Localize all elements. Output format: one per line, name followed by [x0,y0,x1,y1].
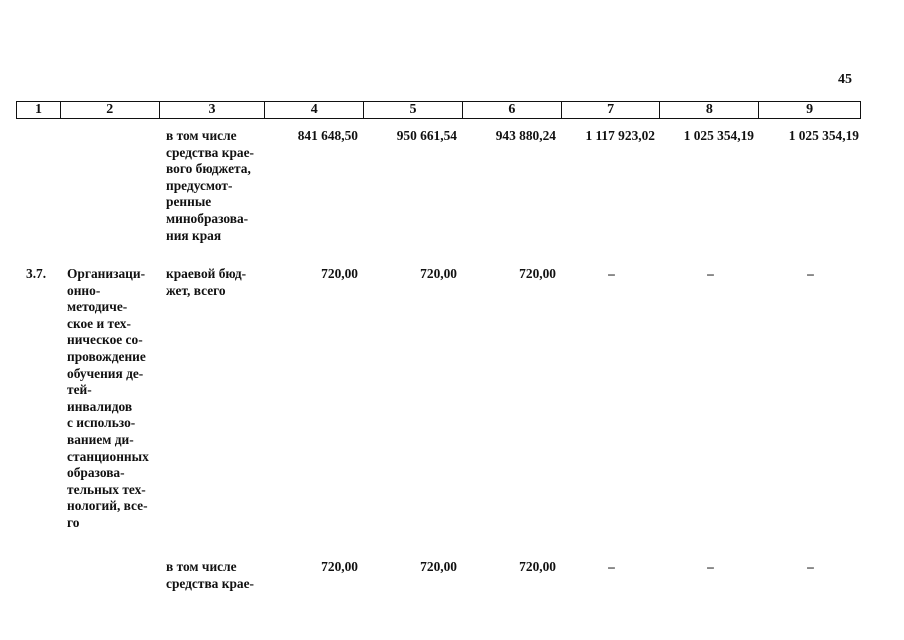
header-col-4: 4 [265,102,364,118]
source-line: в том числе [166,128,237,143]
header-col-5: 5 [364,102,463,118]
name-line: нологий, все- [67,498,148,514]
value-col-5: 720,00 [420,559,457,574]
source-line: предусмот- [166,177,233,193]
header-col-7: 7 [562,102,661,118]
name-line: ское и тех- [67,315,131,331]
source-line: краевой бюд- [166,266,247,281]
value-col-7: – [608,266,615,281]
row-name-cell [60,266,159,532]
source-line: вого бюджета, [166,161,251,177]
value-col-6: 720,00 [519,559,556,574]
header-col-1: 1 [17,102,61,118]
value-col-5: 720,00 [420,266,457,281]
name-line: ническое со- [67,332,143,348]
row-source-cell [159,266,265,532]
value-col-6: 720,00 [519,266,556,281]
table-header-row [16,101,861,119]
value-col-4: 720,00 [321,266,358,281]
name-line: тельных тех- [67,481,146,497]
source-line: средства крае- [166,144,254,160]
name-line: тей- [67,382,92,398]
name-line: станционных [67,448,149,464]
source-line: ния края [166,227,222,243]
name-line: онно- [67,282,101,298]
name-line: методиче- [67,299,128,315]
value-col-8: – [707,266,714,281]
value-col-8: 1 025 354,19 [683,128,754,143]
name-line: ванием ди- [67,431,134,447]
source-line: жет, всего [166,282,226,298]
value-col-4: 720,00 [321,559,358,574]
row-source-cell [159,128,265,244]
value-col-9: – [807,266,814,281]
value-col-5: 950 661,54 [396,128,457,143]
table-row [16,128,861,244]
row-number-cell [16,559,60,592]
value-col-7: 1 117 923,02 [585,128,655,143]
value-col-4: 841 648,50 [297,128,358,143]
name-line: образова- [67,465,125,481]
row-number-cell [16,128,60,244]
name-line: инвалидов [67,398,133,414]
header-col-3: 3 [160,102,266,118]
header-col-6: 6 [463,102,562,118]
name-line: с использо- [67,415,136,431]
name-line: го [67,514,80,530]
row-source-cell [159,559,265,592]
source-line: минобразова- [166,210,249,226]
row-number-cell: 3.7. [26,266,47,281]
table-row [16,559,861,592]
name-line: провождение [67,348,146,364]
row-name-cell [60,559,159,592]
header-col-8: 8 [660,102,759,118]
value-col-6: 943 880,24 [495,128,556,143]
row-name-cell [60,128,159,244]
source-line: ренные [166,194,212,210]
page-number: 45 [838,72,852,87]
header-col-9: 9 [806,102,814,117]
value-col-7: – [608,559,615,574]
source-line: средства крае- [166,575,254,591]
value-col-9: – [807,559,814,574]
source-line: в том числе [166,559,237,574]
value-col-8: – [707,559,714,574]
name-line: обучения де- [67,365,144,381]
header-col-2: 2 [61,102,160,118]
value-col-9: 1 025 354,19 [788,128,859,143]
name-line: Организаци- [67,266,146,281]
table-row [16,266,861,532]
